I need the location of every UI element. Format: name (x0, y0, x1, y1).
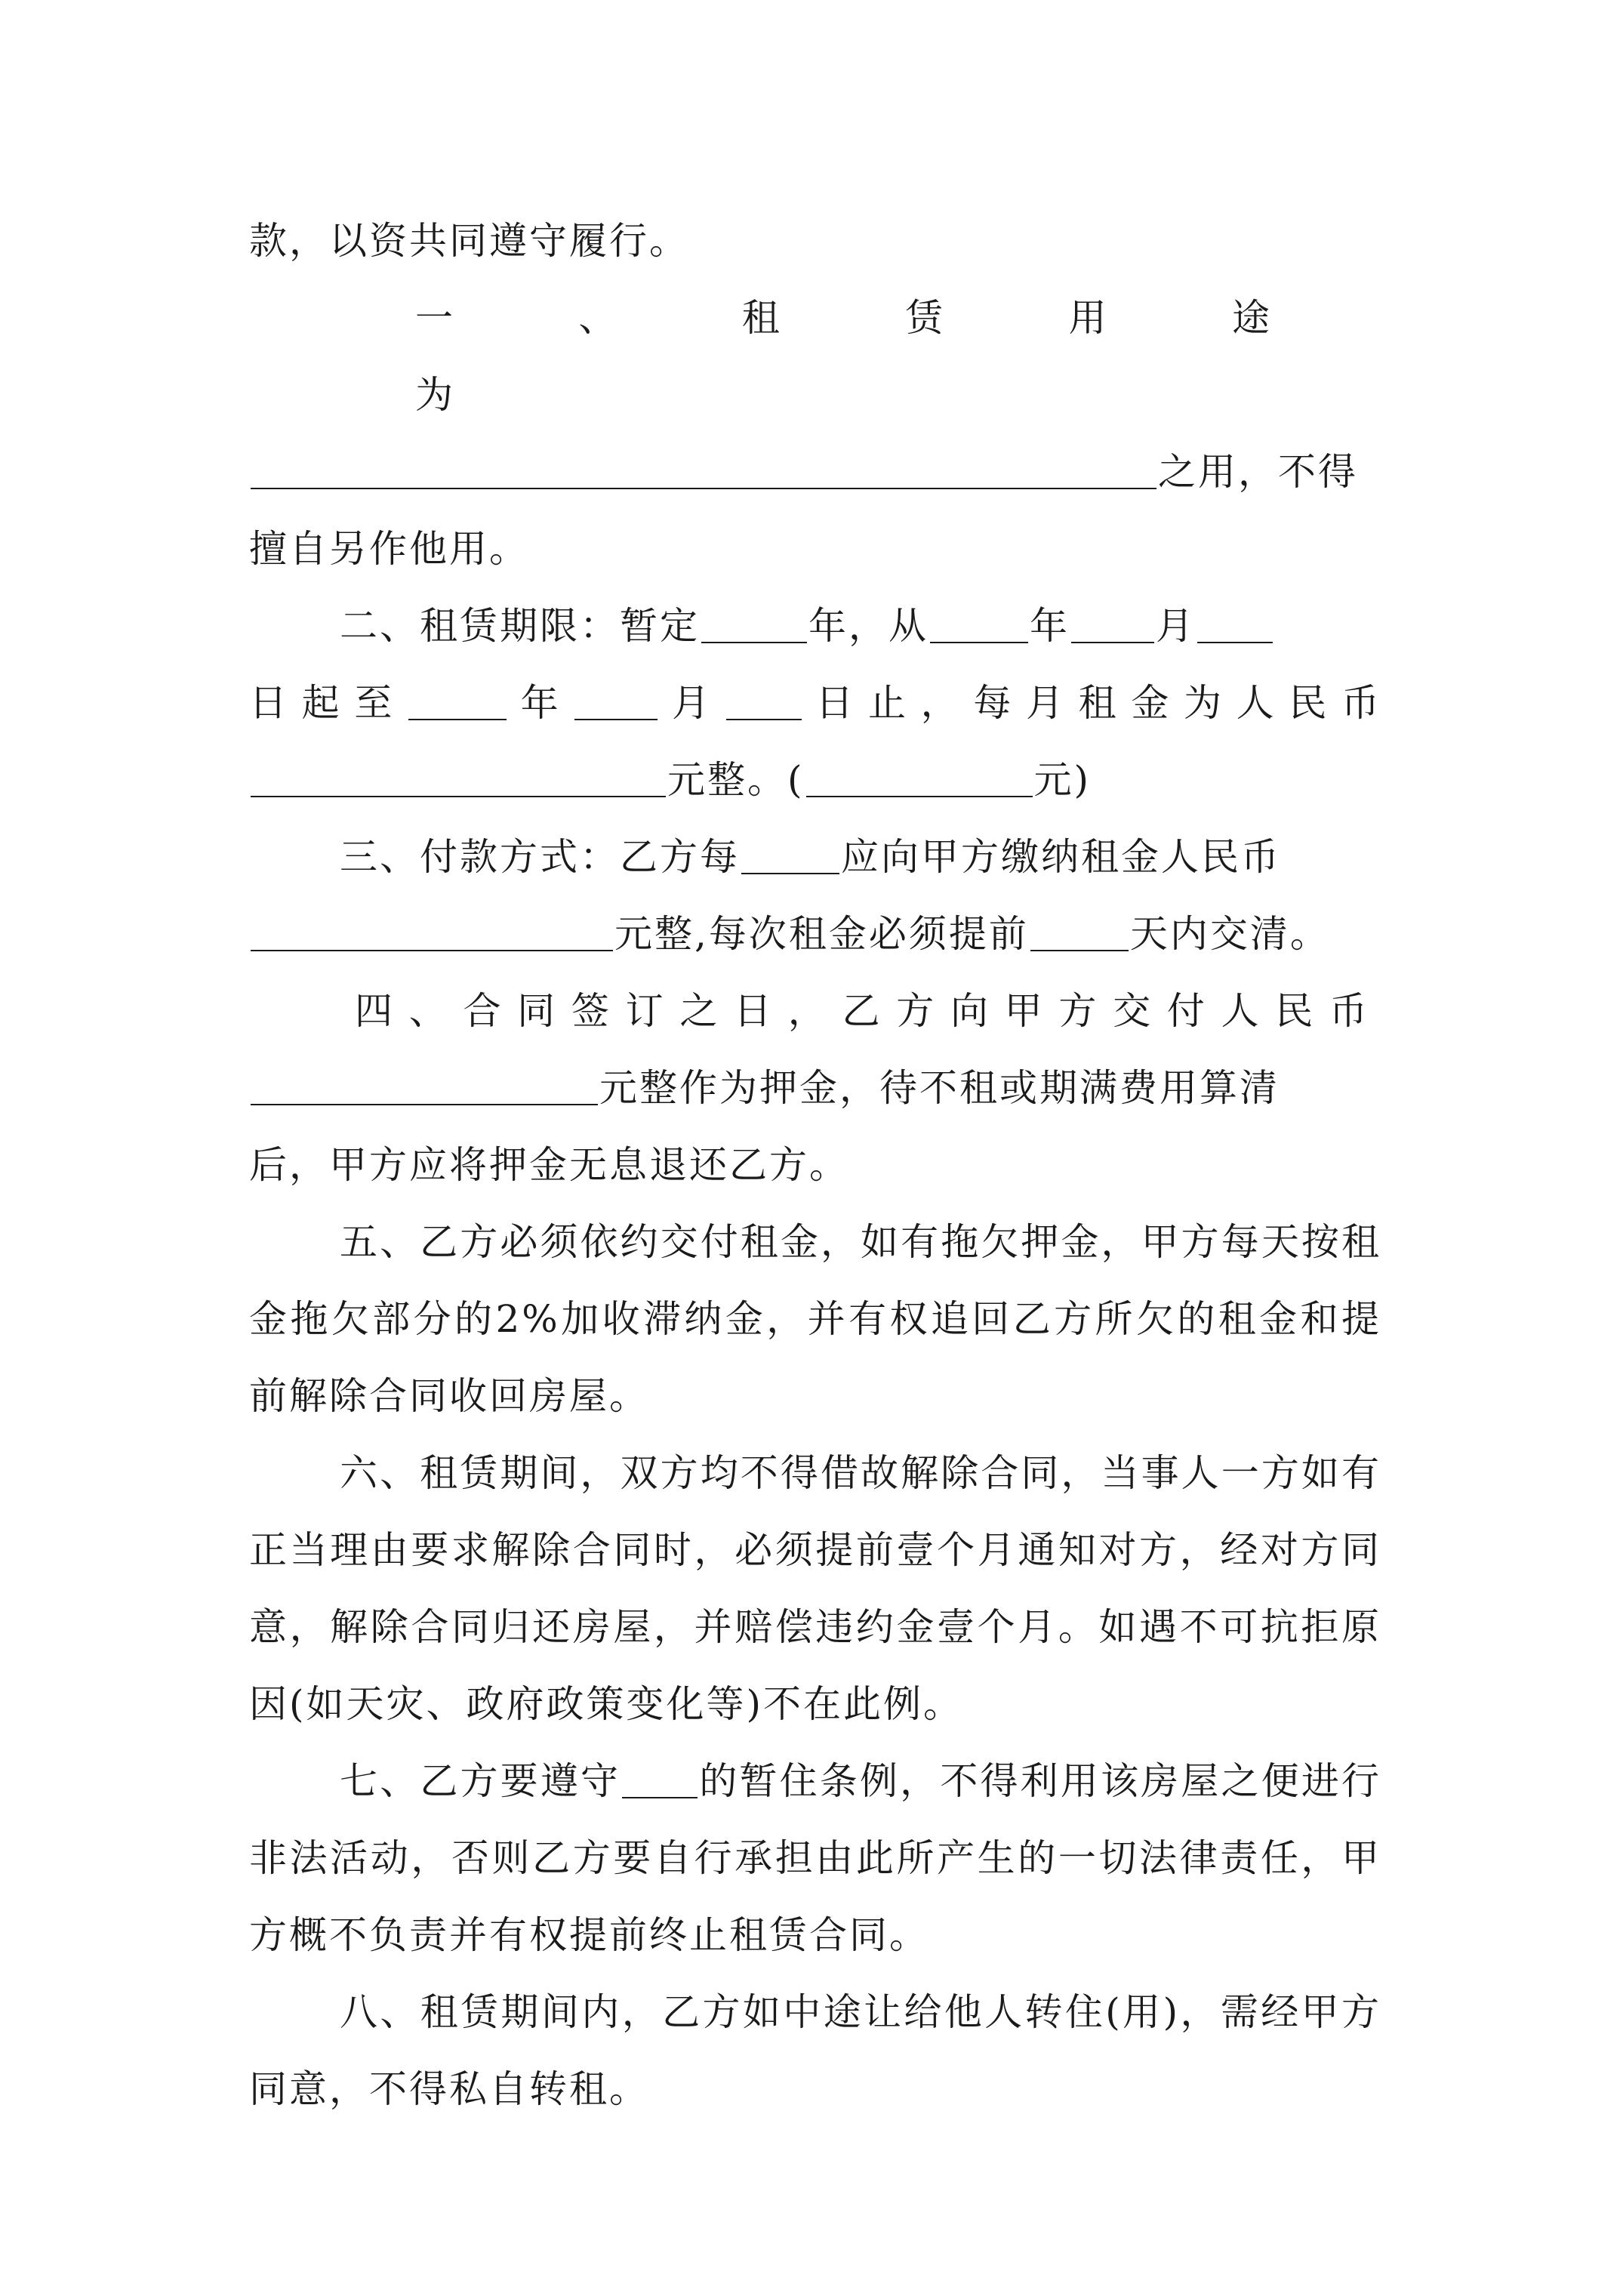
text-fragment: 元整,每次租金必须提前 (614, 912, 1029, 956)
payment-amount-blank[interactable] (251, 914, 613, 952)
start-month-blank[interactable] (1071, 606, 1154, 644)
payment-period-blank[interactable] (741, 837, 839, 875)
text-fragment: 二、租赁期限：暂定 (340, 604, 700, 648)
end-year-blank[interactable] (408, 683, 507, 721)
end-month-blank[interactable] (574, 683, 658, 721)
document-body (249, 202, 1381, 2128)
advance-days-blank[interactable] (1030, 914, 1129, 952)
clause-7 (249, 1743, 1381, 1974)
text-fragment: 日止，每月租金为人民币 (802, 681, 1382, 725)
clause-2-line-3 (249, 741, 1381, 818)
text-fragment: 三、付款方式：乙方每 (340, 835, 740, 879)
text-fragment: 天内交清。 (1129, 912, 1330, 956)
line-continuation (249, 202, 1381, 279)
clause-8: 八、租赁期间内，乙方如中途让给他人转住(用)，需经甲方同意，不得私自转租。 (249, 1990, 1381, 2111)
monthly-rent-figure-blank[interactable] (806, 760, 1033, 798)
text-fragment: 元整作为押金，待不租或期满费用算清 (599, 1066, 1280, 1110)
text-fragment: 日起至 (249, 681, 407, 725)
clause-3-line-2 (249, 895, 1381, 972)
clause-4 (249, 972, 1381, 1049)
clause-1-line (249, 433, 1381, 510)
clause-6: 六、租赁期间，双方均不得借故解除合同，当事人一方如有正当理由要求解除合同时，必须提前壹个月通知对方，经对方同意，解除合同归还房屋，并赔偿违约金壹个月。如遇不可抗拒原因(如天灾、政府政策变化等)不在此例。 (249, 1451, 1381, 1726)
text-line: 擅自另作他用。 (249, 527, 529, 571)
text-fragment: 之用，不得 (1158, 450, 1358, 494)
regulation-blank[interactable] (622, 1761, 698, 1799)
text-fragment: 的暂住条例，不得利用该房屋之便进行非法活动，否则乙方要自行承担由此所产生的一切法律责任，甲方概不负责并有权提前终止租赁合同。 (249, 1759, 1382, 1957)
text-fragment: 元) (1033, 758, 1092, 802)
usage-blank[interactable] (251, 452, 1156, 490)
text-fragment: 年 (1030, 604, 1070, 648)
text-line: 后，甲方应将押金无息退还乙方。 (249, 1143, 849, 1187)
clause-1-label: 一、租赁用途为 (415, 296, 1381, 417)
text-fragment: 年 (508, 681, 574, 725)
text-line: 四、合同签订之日，乙方向甲方交付人民币 (355, 989, 1381, 1033)
clause-1-heading (249, 279, 1381, 433)
clause-4-line-2 (249, 1049, 1381, 1126)
end-day-blank[interactable] (726, 683, 802, 721)
text-fragment: 元整。( (667, 758, 805, 802)
term-years-blank[interactable] (701, 606, 807, 644)
text-fragment: 年，从 (808, 604, 929, 648)
clause-2-line-2 (249, 664, 1381, 741)
clause-2 (249, 587, 1381, 664)
clause-5: 五、乙方必须依约交付租金，如有拖欠押金，甲方每天按租金拖欠部分的2%加收滞纳金，并有权追回乙方所欠的租金和提前解除合同收回房屋。 (249, 1220, 1381, 1418)
deposit-amount-blank[interactable] (251, 1068, 598, 1106)
start-year-blank[interactable] (930, 606, 1028, 644)
text-line: 款，以资共同遵守履行。 (249, 219, 689, 263)
text-fragment: 月 (1156, 604, 1196, 648)
clause-4-line-3 (249, 1126, 1381, 1203)
clause-1-end (249, 510, 1381, 587)
text-fragment: 七、乙方要遵守 (340, 1759, 621, 1803)
monthly-rent-words-blank[interactable] (251, 760, 666, 798)
clause-3 (249, 818, 1381, 895)
text-fragment: 月 (659, 681, 725, 725)
start-day-blank[interactable] (1197, 606, 1273, 644)
text-fragment: 应向甲方缴纳租金人民币 (841, 835, 1281, 879)
